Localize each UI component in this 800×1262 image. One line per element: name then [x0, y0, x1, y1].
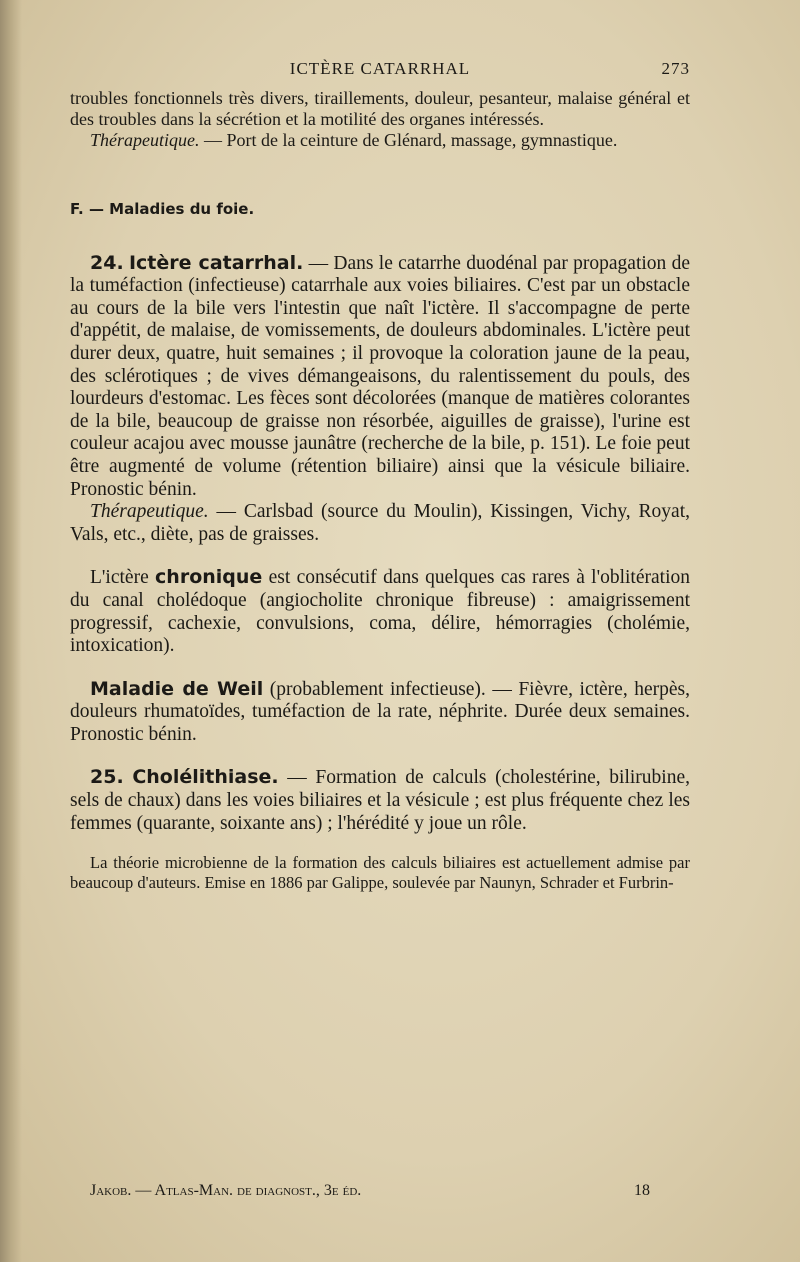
section-number: 24.: [90, 251, 124, 274]
book-spine-shadow: [0, 0, 22, 1262]
section-number: 25.: [90, 766, 124, 789]
paragraph-ictere-chronique: [70, 566, 690, 657]
therapeutique-label: Thérapeutique.: [90, 130, 200, 150]
paragraph-ictere-catarrhal: [70, 252, 690, 502]
running-title: ICTÈRE CATARRHAL: [289, 59, 471, 78]
paragraph-text: — Dans le catarrhe duodénal par propagation de la tuméfaction (infectieuse) catarrhale aux voies biliaires. C'est par un obstacle au cours de la bile vers l'intestin que naît l'ictère. Il s'accompagne de perte d'appétit, de malaise, de vomissements, de douleurs abdominales. L'ictère peut durer deux, quatre, huit semaines ; il provoque la coloration jaune de la peau, des sclérotiques ; de vives démangeaisons, du ralentissement du pouls, des lourdeurs d'estomac. Les fèces sont décolorées (manque de matières colorantes de la bile, beaucoup de graisse non résorbée, aiguilles de graisse), l'urine est couleur acajou avec mousse jaunâtre (recherche de la bile, p. 151). Le foie peut être augmenté de volume (rétention biliaire) ainsi que la vésicule biliaire. Pronostic bénin.: [70, 252, 690, 500]
paragraph-cholelithiase: [70, 766, 690, 835]
paragraph-text: — Port de la ceinture de Glénard, massage, gymnastique.: [199, 130, 618, 150]
paragraph-text: (probablement infectieuse). — Fièvre, ictère, herpès, douleurs rhumatoïdes, tuméfaction de la rate, néphrite. Durée deux semaines. Pronostic bénin.: [70, 678, 690, 745]
heading-cholelithiase: Cholélithiase.: [132, 766, 279, 789]
paragraph-text: — Formation de calculs (cholestérine, bilirubine, sels de chaux) dans les voies biliaires et la vésicule ; est plus fréquente chez les femmes (quarante, soixante ans) ; l'hérédité y joue un rôle.: [70, 767, 691, 834]
paragraph-maladie-de-weil: [70, 678, 690, 747]
paragraph-therapeutique-1: [70, 130, 690, 151]
paragraph-therapeutique-2: [70, 501, 690, 546]
footnote: [70, 853, 690, 892]
therapeutique-label: Thérapeutique.: [90, 501, 209, 523]
paragraph-text: — Carlsbad (source du Moulin), Kissingen, Vichy, Royat, Vals, etc., diète, pas de graisses.: [70, 501, 690, 545]
page-header: [70, 59, 690, 83]
paragraph-text: troubles fonctionnels très divers, tiraillements, douleur, pesanteur, malaise général et des troubles dans la sécrétion et la motilité des organes intéressés.: [70, 88, 690, 129]
footer-imprint: Jakob. — Atlas-Man. de diagnost., 3e éd.: [90, 1182, 362, 1199]
paragraph-troubles: [70, 88, 690, 130]
paragraph-prefix: L'ictère: [90, 567, 156, 589]
page-number: 273: [661, 59, 690, 78]
section-title: F. — Maladies du foie.: [70, 200, 255, 218]
footer-signature: 18: [634, 1182, 650, 1199]
heading-maladie-de-weil: Maladie de Weil: [90, 677, 264, 700]
paragraph-text: est consécutif dans quelques cas rares à l'oblitération du canal cholédoque (angiocholite chronique fibreuse) : amaigrissement progressif, cachexie, convulsions, coma, délire, hémorragies (cholémie, intoxication).: [70, 567, 690, 657]
heading-chronique: chronique: [155, 566, 263, 589]
heading-ictere-catarrhal: Ictère catarrhal.: [128, 251, 304, 274]
footnote-text: La théorie microbienne de la formation des calculs biliaires est actuellement admise par beaucoup d'auteurs. Emise en 1886 par Galippe, soulevée par Naunyn, Schrader et Furbrin-: [70, 853, 690, 892]
page-body: [70, 88, 690, 892]
